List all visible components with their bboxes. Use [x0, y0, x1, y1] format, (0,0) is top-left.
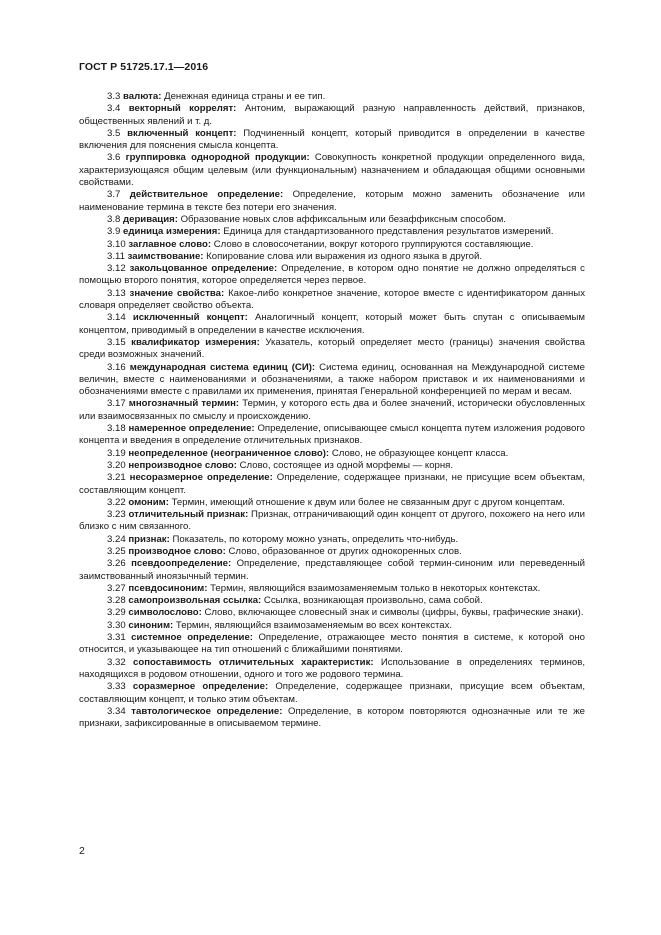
definition-number: 3.11: [107, 250, 125, 262]
definition-entry: [79, 189, 585, 214]
definition-text: Определение, в котором одно понятие не должно определяться с помощью второго понятия, которое определяется через первое.: [79, 263, 585, 287]
definition-text: Показатель, по которому можно узнать, определить что-нибудь.: [172, 533, 459, 545]
definition-text: Аналогичный концепт, который может быть спутан с описываемым концептом, приводимый в определении в качестве исключения.: [79, 312, 586, 336]
definition-number: 3.31: [107, 632, 126, 644]
definition-entry: [79, 103, 585, 128]
definition-number: 3.29: [107, 607, 126, 619]
definition-number: 3.6: [107, 152, 121, 164]
definition-text: Термин, имеющий отношение к двум или более не связанным друг с другом концептам.: [171, 496, 565, 508]
definition-entry: [79, 595, 585, 607]
definition-number: 3.16: [107, 361, 126, 373]
definition-number: 3.28: [107, 595, 126, 607]
definition-term: векторный коррелят:: [128, 103, 237, 115]
definition-term: синоним:: [128, 619, 174, 631]
definition-text: Слово, включающее словесный знак и символы (цифры, буквы, графические знаки).: [204, 607, 584, 619]
definition-entry: [79, 251, 585, 263]
definition-number: 3.17: [107, 398, 126, 410]
definition-number: 3.24: [107, 533, 126, 545]
definition-entry: [79, 337, 585, 362]
definition-term: валюта:: [123, 91, 162, 102]
definition-term: неопределенное (неограниченное слово):: [128, 447, 330, 459]
definition-entry: [79, 472, 585, 497]
definition-number: 3.10: [107, 238, 126, 250]
definition-term: группировка однородной продукции:: [125, 152, 310, 164]
definition-text: Ссылка, возникающая произвольно, сама собой.: [263, 595, 483, 607]
definition-text: Термин, являющийся взаимозаменяемым во всех контекстах.: [175, 619, 453, 631]
definition-entry: [79, 657, 585, 682]
definition-term: самопроизвольная ссылка:: [128, 595, 262, 607]
definition-number: 3.26: [107, 558, 126, 570]
definition-number: 3.5: [107, 127, 121, 139]
definition-entry: [79, 226, 585, 238]
definition-text: Слово, образованное от других однокоренных слов.: [228, 545, 462, 557]
definition-entry: [79, 681, 585, 706]
page-number: 2: [79, 845, 85, 857]
definition-entry: [79, 288, 585, 313]
definition-text: Единица для стандартизованного представления результатов измерений.: [223, 226, 554, 238]
definition-entry: [79, 263, 585, 288]
definition-text: Определение, содержащее признаки, присущие всем объектам, составляющим концепт, и только этим объектам.: [79, 681, 585, 705]
definition-entry: [79, 546, 585, 558]
definition-number: 3.19: [107, 447, 126, 459]
definition-term: непроизводное слово:: [128, 459, 237, 471]
definition-term: включенный концепт:: [127, 127, 237, 139]
definition-number: 3.34: [107, 705, 126, 717]
definition-number: 3.3: [107, 91, 121, 102]
definition-text: Слово в словосочетании, вокруг которого группируются составляющие.: [213, 238, 534, 250]
definition-text: Денежная единица страны и ее тип.: [164, 91, 326, 102]
definition-entry: [79, 152, 585, 189]
definition-term: соразмерное определение:: [132, 681, 269, 693]
definition-entry: [79, 91, 585, 103]
definition-term: единица измерения:: [123, 226, 221, 238]
definition-number: 3.13: [107, 287, 126, 299]
definition-number: 3.27: [107, 582, 126, 594]
definition-term: несоразмерное определение:: [129, 472, 273, 484]
definition-text: Образование новых слов аффиксальным или безаффиксным способом.: [180, 213, 506, 225]
definition-text: Подчиненный концепт, который приводится в определении в качестве включения для пояснения смысла концепта.: [79, 127, 586, 152]
definition-number: 3.22: [107, 496, 126, 508]
definition-text: Определение, в котором повторяются однозначные или те же признаки, зафиксированные в описываемом термине.: [79, 705, 585, 730]
definition-entry: [79, 583, 585, 595]
definition-term: намеренное определение:: [128, 423, 255, 435]
document-header: ГОСТ Р 51725.17.1—2016: [79, 61, 209, 73]
definition-entry: [79, 497, 585, 509]
definition-term: заимствование:: [127, 250, 204, 262]
definition-text: Термин, являющийся взаимозаменяемым только в некоторых контекстах.: [210, 582, 541, 594]
definition-entry: [79, 239, 585, 251]
definition-entry: [79, 423, 585, 448]
definition-number: 3.23: [107, 509, 126, 521]
definition-term: закольцованное определение:: [129, 263, 278, 275]
definition-number: 3.8: [107, 213, 121, 225]
definition-term: многозначный термин:: [128, 398, 240, 410]
definition-term: признак:: [128, 533, 170, 545]
definition-number: 3.9: [107, 226, 121, 238]
definition-number: 3.21: [107, 472, 126, 484]
definition-term: квалификатор измерения:: [131, 336, 260, 348]
definition-entry: [79, 398, 585, 423]
definition-entry: [79, 620, 585, 632]
definition-number: 3.33: [107, 681, 126, 693]
definition-term: международная система единиц (СИ):: [129, 361, 316, 373]
definition-text: Указатель, который определяет место (границы) значения свойства среди возможных значений.: [79, 336, 585, 361]
definition-term: тавтологическое определение:: [131, 705, 283, 717]
definition-entry: [79, 706, 585, 731]
definition-term: действительное определение:: [129, 189, 284, 201]
definition-text: Определение, описывающее смысл концепта путем изложения родового концепта и введения в определение отличительных признаков.: [79, 423, 585, 447]
definition-number: 3.25: [107, 545, 126, 557]
definitions-list: [79, 91, 585, 730]
definition-text: Антоним, выражающий разную направленность действий, признаков, общественных явлений и т. д.: [79, 103, 585, 127]
definition-term: псевдосиноним:: [128, 582, 208, 594]
definition-entry: [79, 214, 585, 226]
definition-text: Копирование слова или выражения из одного языка в другой.: [206, 250, 483, 262]
definition-text: Слово, не образующее концепт класса.: [331, 447, 509, 459]
definition-text: Определение, содержащее признаки, не присущие всем объектам, составляющим концепт.: [79, 472, 586, 496]
definition-text: Определение, которым можно заменить обозначение или наименование термина в тексте без потери его значения.: [79, 189, 585, 213]
definition-entry: [79, 362, 585, 399]
definition-term: отличительный признак:: [128, 509, 249, 521]
definition-text: Совокупность конкретной продукции определенного вида, характеризующаяся общим целевым (или функциональным) назначением и обладающая общими основными свойствами.: [79, 152, 585, 189]
definition-term: производное слово:: [128, 545, 226, 557]
definition-entry: [79, 460, 585, 472]
definition-text: Какое-либо конкретное значение, которое вместе с идентификатором данных словаря определяет свойство объекта.: [79, 287, 586, 312]
definition-text: Признак, отграничивающий один концепт от другого, похожего на него или близко с ним связанного.: [79, 509, 585, 533]
definition-text: Система единиц, основанная на Международной системе величин, вместе с наименованиями и обозначениями, а также набором приставок и их наименованиями и обозначениями вместе с правилами их применения, принятая Генеральной конференцией по мерам и весам.: [79, 361, 585, 398]
definition-entry: [79, 312, 585, 337]
definition-term: символослово:: [128, 607, 202, 619]
definition-number: 3.32: [107, 656, 126, 668]
definition-text: Слово, состоящее из одной морфемы — корня.: [239, 459, 454, 471]
definition-text: Определение, отражающее место понятия в системе, к которой оно относится, и указывающее на тип отношений с ближайшими понятиями.: [79, 632, 585, 656]
definition-term: заглавное слово:: [128, 238, 212, 250]
definition-entry: [79, 558, 585, 583]
definition-entry: [79, 632, 585, 657]
definition-term: системное определение:: [131, 632, 253, 644]
definition-entry: [79, 128, 585, 153]
definition-number: 3.7: [107, 189, 121, 201]
definition-number: 3.18: [107, 423, 126, 435]
definition-entry: [79, 607, 585, 619]
definition-term: исключенный концепт:: [132, 312, 248, 324]
definition-number: 3.14: [107, 312, 126, 324]
definition-number: 3.20: [107, 459, 126, 471]
definition-term: сопоставимость отличительных характеристик:: [133, 656, 374, 668]
definition-text: Использование в определениях терминов, находящихся в родовом отношении, одного и того же родового термина.: [79, 656, 586, 680]
definition-number: 3.12: [107, 263, 126, 275]
definition-entry: [79, 448, 585, 460]
definition-entry: [79, 509, 585, 534]
definition-number: 3.30: [107, 619, 126, 631]
definition-number: 3.15: [107, 336, 126, 348]
definition-entry: [79, 534, 585, 546]
definition-term: деривация:: [123, 213, 178, 225]
definition-term: псевдоопределение:: [131, 558, 232, 570]
definition-term: значение свойства:: [129, 287, 225, 299]
definition-number: 3.4: [107, 103, 121, 115]
definition-term: омоним:: [128, 496, 169, 508]
definition-text: Термин, у которого есть два и более значений, исторически обусловленных или взаимосвязанных по смыслу и происхождению.: [79, 398, 585, 422]
definition-text: Определение, представляющее собой термин-синоним или переведенный заимствованный иноязычный термин.: [79, 558, 586, 582]
